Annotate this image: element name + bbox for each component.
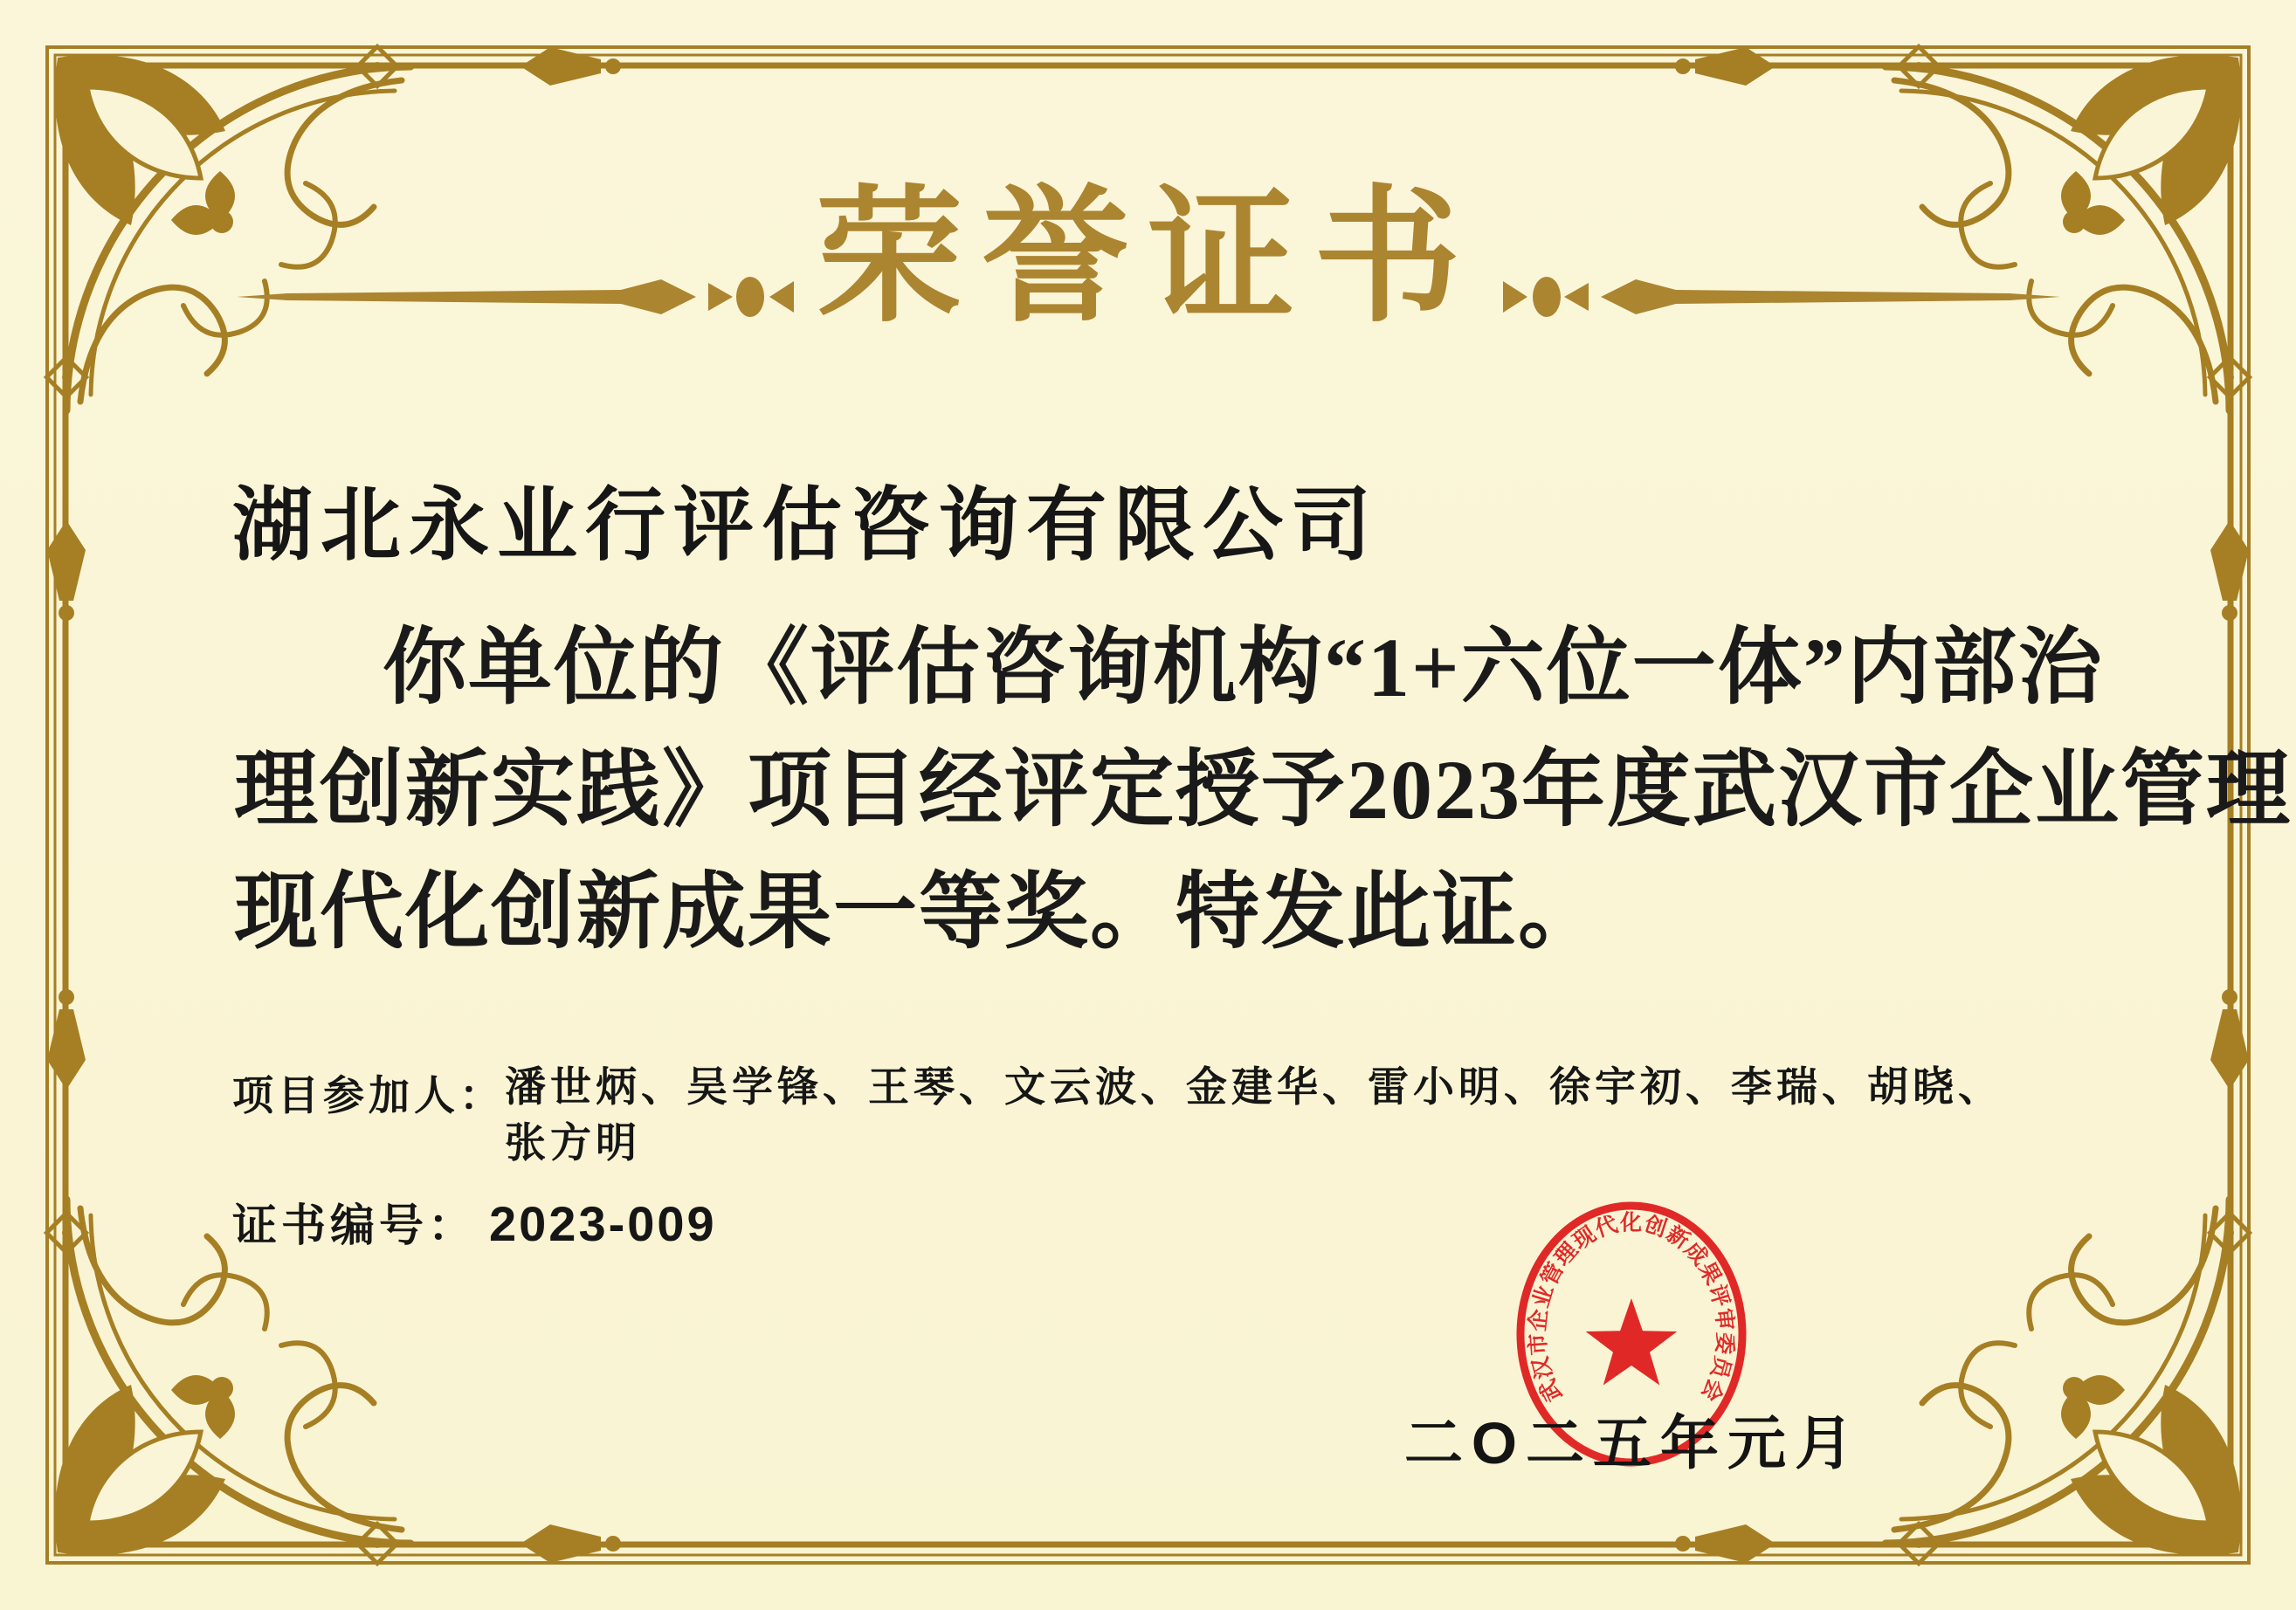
title-row: [0, 177, 2296, 340]
title-flourish-left-icon: [235, 269, 794, 325]
certificate-title: 荣誉证书: [816, 177, 1480, 340]
corner-ornament-top-right: [1675, 46, 2250, 621]
participants-names-line-2: 张方明: [505, 1119, 641, 1166]
certificate-number-block: [232, 1189, 717, 1254]
issue-date: 二O二五年元月: [1403, 1411, 1863, 1476]
citation-line-2: 理创新实践》项目经评定授予2023年度武汉市企业管理: [234, 743, 2292, 836]
participants-block: [232, 1063, 2003, 1166]
recipient-name: 湖北永业行评估咨询有限公司: [232, 481, 1380, 570]
participants-label: 项目参加人：: [232, 1072, 505, 1118]
citation-line-1: 你单位的《评估咨询机构“1+六位一体”内部治: [383, 621, 2104, 714]
certificate-number-label: 证书编号：: [232, 1201, 478, 1250]
title-flourish-right-icon: [1503, 269, 2062, 325]
seal-committee-text: 武汉市企业管理现代化创新成果评审委员会: [1525, 1210, 1738, 1407]
participants-names-line-1: 潘世炳、吴学锋、王琴、文云波、金建华、雷小明、徐宇初、李瑞、胡晓、: [505, 1063, 2003, 1110]
star-icon: [1586, 1298, 1678, 1386]
certificate-number-value: 2023-009: [489, 1196, 717, 1251]
citation-line-3: 现代化创新成果一等奖。特发此证。: [234, 865, 1603, 959]
